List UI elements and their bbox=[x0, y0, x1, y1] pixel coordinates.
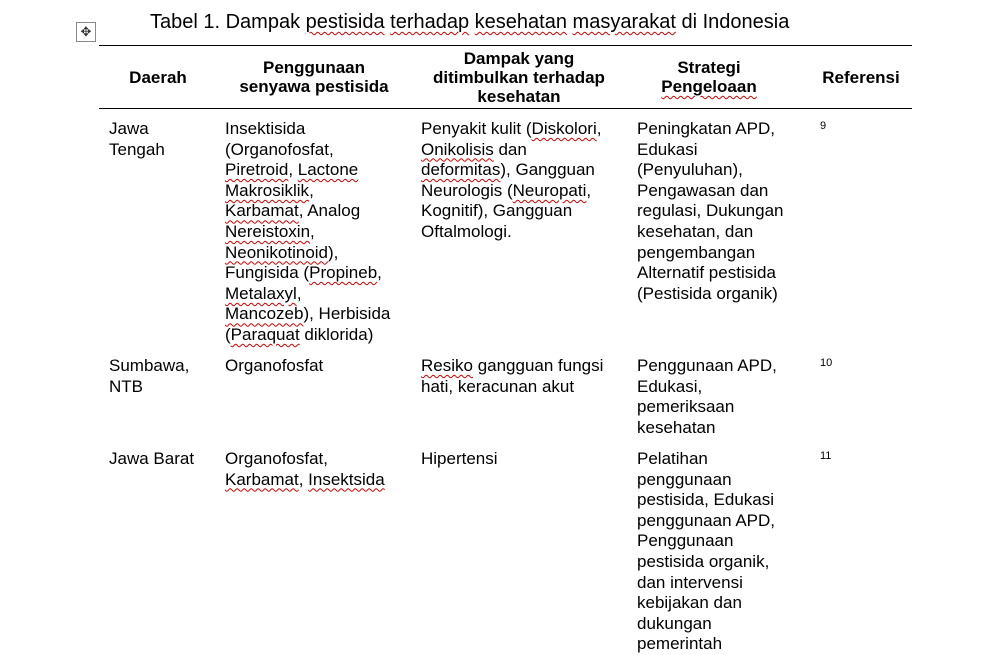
text-segment: Edukasi, bbox=[637, 376, 703, 396]
cell-line bbox=[637, 470, 775, 491]
cell-line bbox=[109, 377, 189, 398]
text-segment: Organofosfat bbox=[225, 356, 324, 375]
spell-error-word[interactable]: Onikolisis bbox=[421, 139, 494, 159]
cell-line bbox=[225, 304, 390, 325]
text-segment: Fungisida ( bbox=[225, 263, 310, 283]
cell-line bbox=[421, 140, 601, 161]
cell-line bbox=[225, 140, 390, 161]
cell-line bbox=[109, 356, 189, 377]
cell-line bbox=[637, 243, 783, 264]
spell-error-word[interactable]: Makrosiklik bbox=[225, 180, 310, 200]
cell-dampak bbox=[421, 119, 601, 243]
text-segment: Oftalmologi. bbox=[421, 221, 512, 241]
cell-line bbox=[637, 634, 775, 655]
text-segment: dukungan bbox=[637, 613, 712, 633]
cell-line bbox=[637, 593, 775, 614]
text-segment: Neurologis ( bbox=[421, 180, 513, 200]
cell-line bbox=[421, 201, 601, 222]
cell-line bbox=[225, 181, 390, 202]
text-segment: dan intervensi bbox=[637, 572, 743, 592]
cell-line bbox=[225, 222, 390, 243]
text-segment: pestisida, Edukasi bbox=[637, 490, 775, 510]
text-segment: Organofosfat, bbox=[225, 449, 329, 468]
cell-line bbox=[225, 284, 390, 305]
cell-line bbox=[109, 119, 165, 140]
cell-line bbox=[637, 397, 777, 418]
text-segment: ( bbox=[225, 324, 231, 344]
spell-error-word[interactable]: Diskolori bbox=[531, 119, 597, 138]
text-segment: regulasi, Dukungan bbox=[637, 201, 784, 221]
cell-line bbox=[637, 418, 777, 439]
table-move-handle-icon[interactable]: ✥ bbox=[76, 22, 96, 42]
cell-strategi bbox=[637, 119, 783, 304]
text-segment: pemeriksaan bbox=[637, 397, 735, 417]
text-segment: Sumbawa, bbox=[109, 356, 190, 375]
spell-error-word[interactable]: Neonikotinoid bbox=[225, 242, 329, 262]
cell-strategi bbox=[637, 356, 777, 438]
text-segment: Insektisida bbox=[225, 119, 306, 138]
spell-error-word[interactable]: Lactone bbox=[297, 160, 359, 180]
cell-referensi: 9 bbox=[820, 120, 827, 132]
cell-dampak bbox=[421, 356, 603, 397]
cell-referensi: 11 bbox=[820, 450, 832, 462]
table-caption: Tabel 1. Dampak pestisida terhadap kesehatan masyarakat di Indonesia bbox=[150, 11, 790, 33]
cell-line bbox=[637, 263, 783, 284]
text-segment: , Analog bbox=[298, 201, 361, 221]
text-segment: Penggunaan bbox=[637, 531, 734, 551]
cell-line bbox=[421, 160, 601, 181]
header-referensi: Referensi bbox=[822, 67, 900, 87]
text-segment: , bbox=[586, 180, 592, 200]
spell-error-word[interactable]: Metalaxyl bbox=[225, 283, 297, 303]
cell-line bbox=[225, 470, 385, 491]
cell-line bbox=[421, 356, 603, 377]
cell-strategi bbox=[637, 449, 775, 655]
text-segment: Hipertensi bbox=[421, 449, 498, 468]
cell-line bbox=[421, 449, 498, 470]
header-daerah: Daerah bbox=[129, 67, 187, 87]
text-segment: , bbox=[288, 160, 298, 180]
text-segment: (Pestisida organik) bbox=[637, 283, 778, 303]
text-segment: Tengah bbox=[109, 139, 165, 159]
text-segment: penggunaan bbox=[637, 469, 732, 489]
cell-referensi: 10 bbox=[820, 357, 833, 369]
cell-line bbox=[109, 449, 194, 470]
text-segment: Peningkatan APD, bbox=[637, 119, 775, 138]
text-segment: , bbox=[377, 263, 382, 283]
text-segment: , bbox=[298, 469, 309, 489]
text-segment: hati, keracunan akut bbox=[421, 376, 575, 396]
cell-line bbox=[421, 119, 601, 140]
text-segment: Jawa Barat bbox=[109, 449, 195, 468]
text-segment: Edukasi bbox=[637, 139, 698, 159]
spell-error-word[interactable]: Piretroid bbox=[225, 160, 289, 180]
cell-line bbox=[637, 201, 783, 222]
text-segment: ), Gangguan bbox=[500, 160, 595, 180]
spell-error-word[interactable]: Karbamat bbox=[225, 469, 299, 489]
cell-penggunaan bbox=[225, 119, 390, 346]
cell-penggunaan bbox=[225, 356, 323, 377]
header-penggunaan: Penggunaan senyawa pestisida bbox=[239, 58, 389, 96]
cell-line bbox=[225, 160, 390, 181]
cell-daerah bbox=[109, 449, 194, 470]
spell-error-word[interactable]: Karbamat bbox=[225, 201, 299, 221]
table-header-border bbox=[99, 108, 912, 109]
spell-error-word[interactable]: pestisida bbox=[305, 11, 385, 33]
cell-line bbox=[421, 181, 601, 202]
cell-line bbox=[637, 356, 777, 377]
cell-line bbox=[637, 531, 775, 552]
cell-line bbox=[225, 201, 390, 222]
cell-line bbox=[637, 377, 777, 398]
text-segment: kesehatan bbox=[637, 417, 716, 437]
cell-line bbox=[225, 356, 323, 377]
text-segment: NTB bbox=[109, 376, 143, 396]
text-segment: , bbox=[596, 119, 602, 138]
text-segment: pengembangan bbox=[637, 242, 756, 262]
text-segment: Penyakit kulit ( bbox=[421, 119, 532, 138]
text-segment: ), Herbisida bbox=[303, 304, 391, 324]
cell-line bbox=[637, 181, 783, 202]
cell-line bbox=[225, 325, 390, 346]
cell-line bbox=[637, 573, 775, 594]
cell-line bbox=[637, 140, 783, 161]
text-segment: , bbox=[309, 180, 314, 200]
cell-line bbox=[225, 243, 390, 264]
cell-line bbox=[637, 160, 783, 181]
spell-error-word[interactable]: Insektsida bbox=[308, 469, 385, 489]
cell-line bbox=[421, 377, 603, 398]
text-segment: (Penyuluhan), bbox=[637, 160, 743, 180]
spell-error-word[interactable]: kesehatan bbox=[474, 11, 567, 33]
cell-line bbox=[637, 119, 783, 140]
cell-line bbox=[637, 284, 783, 305]
spell-error-word[interactable]: Propineb bbox=[309, 263, 378, 283]
text-segment: kebijakan dan bbox=[637, 593, 742, 613]
cell-daerah bbox=[109, 119, 165, 160]
cell-line bbox=[637, 490, 775, 511]
spell-error-word[interactable]: Resiko bbox=[421, 356, 473, 375]
cell-line bbox=[421, 222, 601, 243]
cell-line bbox=[109, 140, 165, 161]
header-dampak: Dampak yang ditimbulkan terhadap kesehatan bbox=[433, 48, 605, 106]
text-segment: Pelatihan bbox=[637, 449, 708, 468]
spell-error-word[interactable]: masyarakat bbox=[572, 11, 676, 33]
cell-daerah bbox=[109, 356, 189, 397]
text-segment: Alternatif pestisida bbox=[637, 263, 776, 283]
text-segment: Pengawasan dan bbox=[637, 180, 769, 200]
text-segment: Kognitif), Gangguan bbox=[421, 201, 573, 221]
text-segment: ), bbox=[328, 242, 339, 262]
text-segment: dan bbox=[493, 139, 527, 159]
cell-line bbox=[637, 552, 775, 573]
cell-line bbox=[637, 222, 783, 243]
spell-error-word[interactable]: Paraquat bbox=[230, 324, 300, 344]
text-segment: pemerintah bbox=[637, 634, 723, 654]
text-segment: kesehatan, dan bbox=[637, 221, 754, 241]
text-segment: , bbox=[310, 221, 315, 241]
cell-line bbox=[637, 449, 775, 470]
header-strategi: Strategi Pengeloaan bbox=[661, 58, 757, 96]
text-segment: diklorida) bbox=[299, 324, 374, 344]
cell-line bbox=[225, 119, 390, 140]
cell-line bbox=[225, 263, 390, 284]
spell-error-word[interactable]: Nereistoxin bbox=[225, 221, 311, 241]
text-segment: (Organofosfat, bbox=[225, 139, 334, 159]
cell-dampak bbox=[421, 449, 498, 470]
spell-error-word[interactable]: deformitas bbox=[421, 160, 501, 180]
spell-error-word[interactable]: Neuropati bbox=[512, 180, 587, 200]
cell-penggunaan bbox=[225, 449, 385, 490]
spell-error-word[interactable]: Mancozeb bbox=[225, 304, 304, 324]
cell-line bbox=[637, 511, 775, 532]
spell-error-word[interactable]: terhadap bbox=[390, 11, 470, 33]
text-segment: Penggunaan APD, bbox=[637, 356, 777, 375]
text-segment: penggunaan APD, bbox=[637, 510, 776, 530]
text-segment: , bbox=[296, 283, 302, 303]
text-segment: Jawa bbox=[109, 119, 149, 138]
cell-line bbox=[225, 449, 385, 470]
text-segment: gangguan fungsi bbox=[472, 356, 604, 375]
cell-line bbox=[637, 614, 775, 635]
text-segment: pestisida organik, bbox=[637, 551, 770, 571]
